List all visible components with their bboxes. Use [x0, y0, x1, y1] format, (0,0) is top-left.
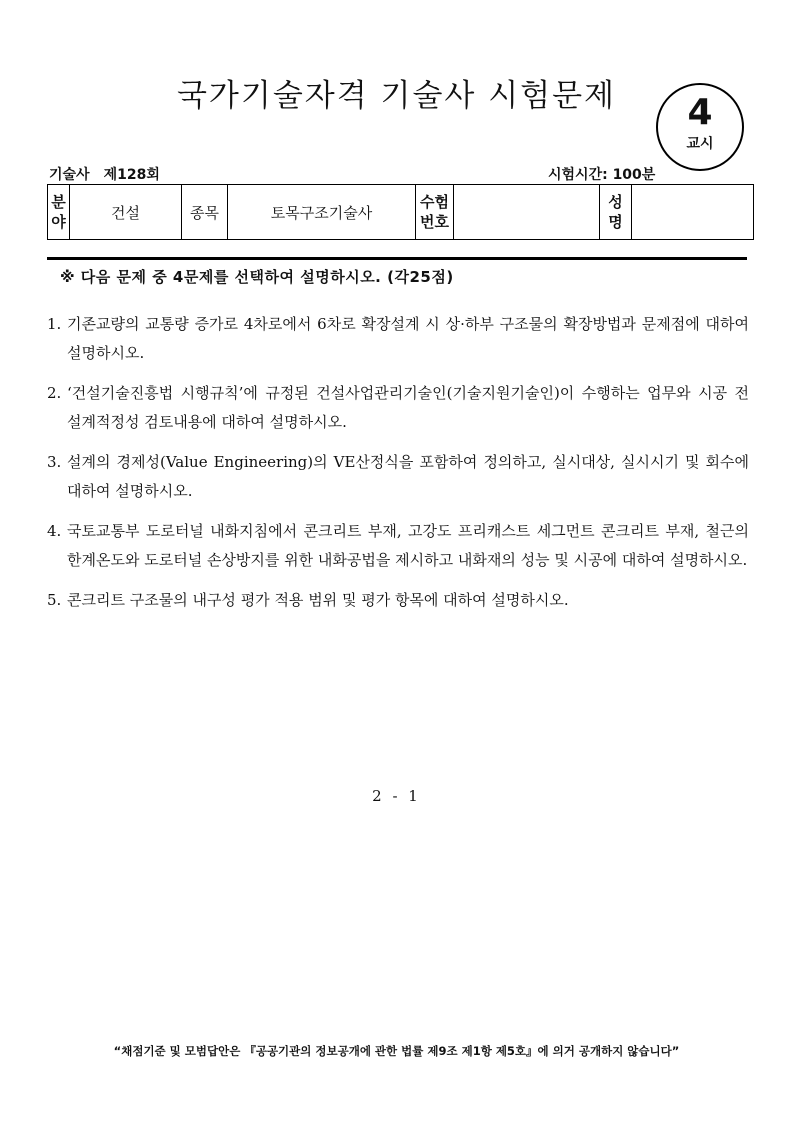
exam-info-table [47, 184, 754, 240]
name-label-line-1: 성 [608, 193, 623, 211]
field-value: 건설 [70, 185, 182, 240]
question-item [47, 448, 749, 506]
exam-number-label-line-1: 수험 [420, 193, 449, 211]
question-item [47, 517, 749, 575]
name-value[interactable] [632, 185, 754, 240]
question-item [47, 310, 749, 368]
question-number: 4. [47, 522, 62, 540]
name-label-line-2: 명 [608, 213, 623, 231]
question-number: 2. [47, 384, 62, 402]
exam-title: 국가기술자격 기술사 시험문제 [176, 78, 616, 114]
exam-number-value[interactable] [454, 185, 600, 240]
period-number: 4 [687, 92, 713, 133]
field-label-cell [48, 185, 70, 240]
question-number: 3. [47, 453, 62, 471]
exam-number-label-cell [416, 185, 454, 240]
period-badge [656, 83, 744, 171]
question-number: 5. [47, 591, 62, 609]
question-text: 콘크리트 구조물의 내구성 평가 적용 범위 및 평가 항목에 대하여 설명하시오. [67, 591, 569, 609]
question-list [47, 310, 749, 626]
period-label: 교시 [686, 136, 714, 152]
exam-category: 기술사 [49, 167, 90, 183]
question-item [47, 586, 749, 615]
question-text: ‘건설기술진흥법 시행규칙’에 규정된 건설사업관리기술인(기술지원기술인)이 수행하는 업무와 시공 전 설계적정성 검토내용에 대하여 설명하시오. [67, 384, 749, 431]
exam-round: 제128회 [103, 167, 160, 183]
exam-time: 시험시간: 100분 [548, 167, 656, 183]
section-divider [47, 257, 747, 260]
page-number: 2 - 1 [372, 787, 421, 805]
subject-value: 토목구조기술사 [228, 185, 416, 240]
field-label-line-1: 분 [51, 193, 66, 211]
exam-number-label-line-2: 번호 [420, 213, 449, 231]
question-text: 기존교량의 교통량 증가로 4차로에서 6차로 확장설계 시 상·하부 구조물의 확장방법과 문제점에 대하여 설명하시오. [67, 315, 749, 362]
subject-label: 종목 [182, 185, 228, 240]
question-text: 설계의 경제성(Value Engineering)의 VE산정식을 포함하여 정의하고, 실시대상, 실시시기 및 회수에 대하여 설명하시오. [67, 453, 749, 500]
question-number: 1. [47, 315, 62, 333]
exam-round-line [49, 164, 160, 184]
question-text: 국토교통부 도로터널 내화지침에서 콘크리트 부재, 고강도 프리캐스트 세그먼트 콘크리트 부재, 철근의 한계온도와 도로터널 손상방지를 위한 내화공법을 제시하고 내화재의 성능 및 시공에 대하여 설명하시오. [67, 522, 749, 569]
name-label-cell [600, 185, 632, 240]
field-label-line-2: 야 [51, 213, 66, 231]
instruction-text: ※ 다음 문제 중 4문제를 선택하여 설명하시오. (각25점) [60, 268, 454, 286]
footer-notice: “채점기준 및 모범답안은 『공공기관의 정보공개에 관한 법률 제9조 제1항 제5호』에 의거 공개하지 않습니다” [113, 1044, 680, 1058]
question-item [47, 379, 749, 437]
